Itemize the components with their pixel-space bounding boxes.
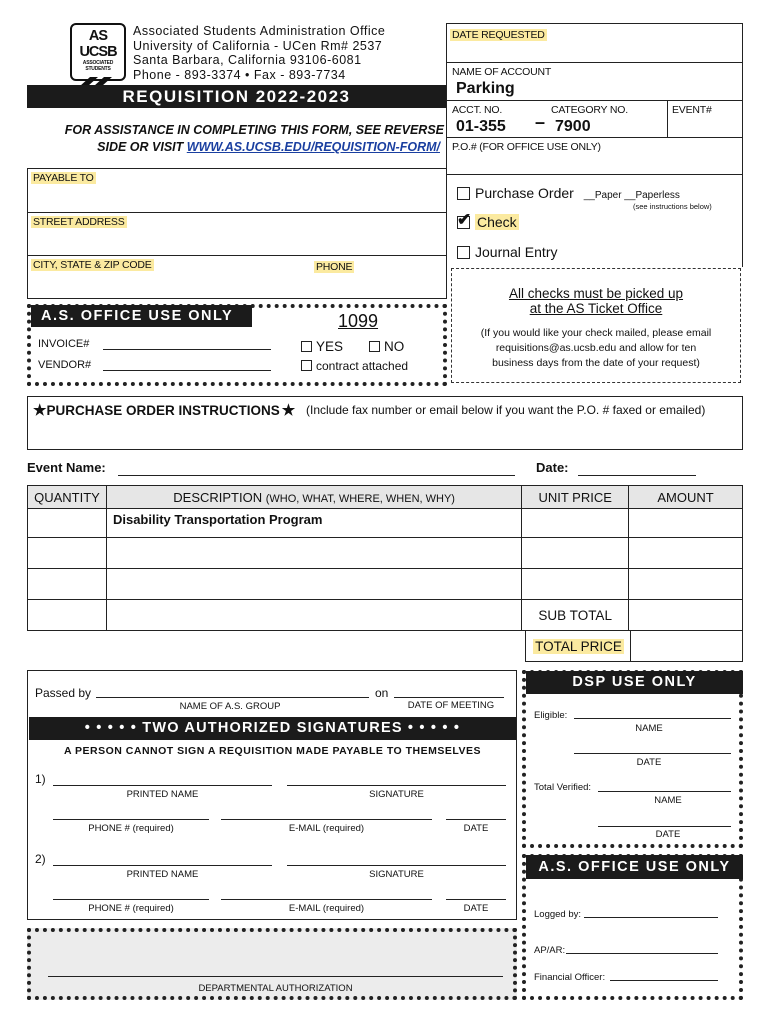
signer-1-phone-field[interactable]: [53, 806, 209, 820]
requisition-form-link[interactable]: WWW.AS.UCSB.EDU/REQUISITION-FORM/: [186, 140, 440, 154]
po-instructions-title: PURCHASE ORDER INSTRUCTIONS: [46, 403, 280, 418]
email-caption: E-MAIL (required): [288, 903, 365, 914]
total-verified-label: Total Verified:: [534, 782, 592, 793]
logo-subtext: ASSOCIATED STUDENTS: [82, 60, 114, 72]
no-option[interactable]: [369, 339, 404, 354]
invoice-label: INVOICE#: [38, 338, 90, 350]
assistance-text: [30, 122, 444, 156]
amount-cell[interactable]: [629, 509, 743, 538]
acct-no-field[interactable]: 01-355: [456, 118, 506, 135]
total-verified-date-caption: DATE: [655, 829, 681, 840]
office-line: Associated Students Administration Office: [133, 24, 386, 38]
check-mark-icon: ✔: [457, 210, 472, 229]
signer-2-printed-name-field[interactable]: [53, 852, 272, 866]
event-name-field[interactable]: [118, 462, 515, 476]
subtotal-label-cell: [522, 600, 629, 631]
category-no-label: CATEGORY NO.: [551, 104, 628, 116]
event-date-label: Date:: [536, 460, 569, 475]
description-header-label: DESCRIPTION: [173, 489, 263, 505]
eligible-name-field[interactable]: [574, 707, 731, 719]
signer-2-number: 2): [35, 852, 46, 866]
signature-caption: SIGNATURE: [369, 869, 424, 880]
unit-price-cell[interactable]: [522, 569, 629, 600]
meeting-date-caption: DATE OF MEETING: [407, 700, 495, 711]
quantity-cell[interactable]: [28, 538, 107, 569]
printed-name-caption: PRINTED NAME: [126, 789, 199, 800]
office-line: Phone - 893-3374 • Fax - 893-7734: [133, 67, 346, 82]
payable-to-label: PAYABLE TO: [33, 172, 94, 184]
phone-caption: PHONE # (required): [88, 823, 174, 834]
account-name-label: NAME OF ACCOUNT: [452, 66, 552, 78]
total-verified-name-field[interactable]: [598, 780, 731, 792]
signature-warning: A PERSON CANNOT SIGN A REQUISITION MADE PAYABLE TO THEMSELVES: [63, 745, 482, 757]
pickup-line: All checks must be picked up: [508, 286, 684, 301]
total-verified-date-field[interactable]: [598, 815, 731, 827]
category-no-field[interactable]: 7900: [555, 118, 591, 135]
ap-ar-label: AP/AR:: [534, 945, 566, 956]
pickup-note: business days from the date of your request): [492, 357, 700, 369]
total-price-amount-cell[interactable]: [630, 631, 743, 662]
event-date-field[interactable]: [578, 462, 696, 476]
description-cell[interactable]: [106, 509, 521, 538]
table-row: [28, 538, 743, 569]
as-office-title: A.S. OFFICE USE ONLY: [31, 305, 252, 327]
on-label: on: [375, 686, 389, 700]
date-requested-label: DATE REQUESTED: [452, 29, 545, 41]
paper-option[interactable]: Paper: [594, 190, 622, 201]
payee-box: [27, 168, 447, 299]
signer-2-phone-field[interactable]: [53, 886, 209, 900]
journal-entry-checkbox[interactable]: [457, 246, 470, 259]
invoice-field[interactable]: [103, 338, 271, 350]
pickup-note: (If you would like your check mailed, please email: [480, 327, 712, 339]
star-icon: ★: [33, 402, 47, 419]
invoice-row: [38, 338, 89, 350]
dsp-title: DSP USE ONLY: [526, 671, 743, 694]
event-no-label: EVENT#: [672, 104, 712, 116]
asucsb-logo: [70, 23, 126, 81]
purchase-order-checkbox[interactable]: [457, 187, 470, 200]
event-name-label: Event Name:: [27, 460, 106, 475]
po-instructions-note: (Include fax number or email below if you want the P.O. # faxed or emailed): [306, 403, 706, 417]
signer-2-email-field[interactable]: [221, 886, 432, 900]
signer-1-number: 1): [35, 772, 46, 786]
table-row: [28, 509, 743, 538]
assist-line: FOR ASSISTANCE IN COMPLETING THIS FORM, SEE REVERSE: [64, 123, 444, 137]
check-label: Check: [477, 214, 517, 230]
assist-line: SIDE OR VISIT: [97, 140, 187, 154]
see-instructions-note: (see instructions below): [633, 202, 712, 211]
star-icon: ★: [281, 402, 296, 419]
financial-officer-field[interactable]: [610, 969, 718, 981]
no-label: NO: [384, 339, 405, 354]
date-caption: DATE: [463, 823, 489, 834]
signature-caption: SIGNATURE: [369, 789, 424, 800]
financial-officer-label: Financial Officer:: [534, 972, 606, 983]
table-row: [28, 569, 743, 600]
signer-1-printed-name-field[interactable]: [53, 772, 272, 786]
purchase-order-option[interactable]: Purchase Order __Paper __Paperless: [457, 185, 680, 201]
eligible-name-caption: NAME: [635, 723, 663, 734]
amount-cell[interactable]: [629, 569, 743, 600]
description-cell[interactable]: [106, 569, 521, 600]
check-checkbox[interactable]: [457, 210, 472, 229]
contract-option[interactable]: [301, 359, 408, 373]
quantity-cell[interactable]: [28, 509, 107, 538]
quantity-header: QUANTITY: [28, 486, 107, 509]
paperless-option[interactable]: Paperless: [635, 190, 680, 201]
description-header-sub: (WHO, WHAT, WHERE, WHEN, WHY): [265, 492, 455, 505]
subtotal-amount-cell[interactable]: [629, 600, 743, 631]
check-option[interactable]: [457, 210, 519, 230]
group-name-caption: NAME OF A.S. GROUP: [179, 701, 281, 712]
ap-ar-field[interactable]: [566, 942, 718, 954]
unit-price-header: UNIT PRICE: [522, 486, 629, 509]
vendor-field[interactable]: [103, 359, 271, 371]
unit-price-cell[interactable]: [522, 509, 629, 538]
group-name-field[interactable]: [96, 686, 369, 698]
total-verified-name-caption: NAME: [654, 795, 682, 806]
vendor-label: VENDOR#: [38, 359, 92, 371]
eligible-label: Eligible:: [534, 710, 568, 721]
items-table: [27, 485, 743, 631]
signer-2-signature-field[interactable]: [287, 852, 506, 866]
total-price-label: TOTAL PRICE: [535, 639, 622, 654]
description-header: [106, 486, 521, 509]
pickup-notice: [451, 268, 741, 383]
po-number-label: P.O.# (FOR OFFICE USE ONLY): [452, 141, 601, 153]
office-line: Santa Barbara, California 93106-6081: [133, 53, 362, 67]
purchase-order-label: Purchase Order: [475, 185, 574, 201]
quantity-cell[interactable]: [28, 600, 107, 631]
signer-1-email-field[interactable]: [221, 806, 432, 820]
street-address-label: STREET ADDRESS: [33, 216, 125, 228]
printed-name-caption: PRINTED NAME: [126, 869, 199, 880]
form-1099-label: 1099: [338, 311, 379, 331]
form-title: REQUISITION 2022-2023: [27, 85, 446, 108]
pickup-line: at the AS Ticket Office: [529, 301, 663, 316]
acct-no-label: ACCT. NO.: [452, 104, 503, 116]
office-line: University of California - UCen Rm# 2537: [133, 38, 383, 53]
contract-label: contract attached: [316, 359, 409, 373]
phone-label: PHONE: [316, 261, 353, 273]
table-row: [28, 600, 743, 631]
city-state-zip-label: CITY, STATE & ZIP CODE: [33, 259, 152, 271]
total-price-label-cell: [525, 631, 631, 662]
email-caption: E-MAIL (required): [288, 823, 365, 834]
phone-caption: PHONE # (required): [88, 903, 174, 914]
no-checkbox[interactable]: [369, 341, 380, 352]
eligible-date-caption: DATE: [636, 757, 662, 768]
po-instructions-header: [33, 401, 295, 419]
yes-option[interactable]: [301, 339, 343, 354]
journal-entry-option[interactable]: [457, 244, 557, 260]
description-cell[interactable]: [106, 538, 521, 569]
unit-price-cell[interactable]: [522, 538, 629, 569]
signer-2-date-field[interactable]: [446, 886, 506, 900]
amount-cell[interactable]: [629, 538, 743, 569]
signer-1-date-field[interactable]: [446, 806, 506, 820]
account-name-field[interactable]: Parking: [456, 80, 515, 97]
date-caption: DATE: [463, 903, 489, 914]
departmental-caption: DEPARTMENTAL AUTHORIZATION: [198, 983, 353, 994]
description-value: Disability Transportation Program: [112, 512, 323, 527]
quantity-cell[interactable]: [28, 569, 107, 600]
amount-header: AMOUNT: [629, 486, 743, 509]
as-office-bottom-title: A.S. OFFICE USE ONLY: [526, 855, 743, 879]
departmental-authorization-field[interactable]: [48, 963, 503, 977]
vendor-row: [38, 359, 91, 371]
logged-by-label: Logged by:: [534, 909, 582, 920]
two-signatures-bar: • • • • • TWO AUTHORIZED SIGNATURES • • • • •: [29, 717, 516, 740]
description-cell[interactable]: [106, 600, 521, 631]
logo-text: AS UCSB: [79, 28, 117, 60]
yes-checkbox[interactable]: [301, 341, 312, 352]
contract-checkbox[interactable]: [301, 360, 312, 371]
logged-by-field[interactable]: [584, 906, 718, 918]
office-address: [133, 24, 385, 82]
eligible-date-field[interactable]: [574, 742, 731, 754]
journal-entry-label: Journal Entry: [475, 244, 558, 260]
yes-label: YES: [316, 339, 344, 354]
pickup-note: requisitions@as.ucsb.edu and allow for ten: [495, 342, 697, 354]
subtotal-label: SUB TOTAL: [538, 607, 612, 623]
table-header-row: [28, 486, 743, 509]
meeting-date-field[interactable]: [394, 686, 504, 698]
passed-by-label: Passed by: [35, 686, 92, 700]
category-dash: –: [535, 112, 546, 132]
signer-1-signature-field[interactable]: [287, 772, 506, 786]
